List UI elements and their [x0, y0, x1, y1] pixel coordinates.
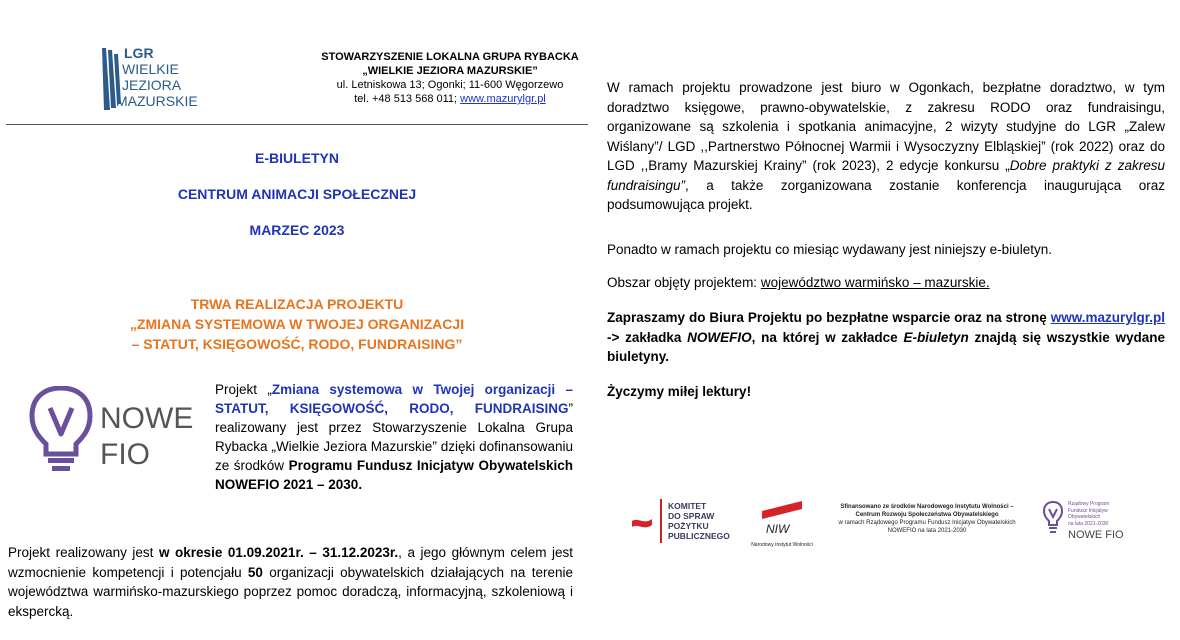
nowefio-small-line2: Fundusz Inicjatyw — [1068, 507, 1108, 514]
project-heading-1: TRWA REALIZACJA PROJEKTU — [190, 296, 404, 312]
org-name: STOWARZYSZENIE LOKALNA GRUPA RYBACKA — [321, 51, 579, 63]
realization-t5: organizacji obywatelskich działających na terenie województwa warmińsko-mazurskiego poprzez pomoc doradczą, informacyjną, szkoleniową i ekspercką. — [8, 564, 573, 619]
funding-line4: NOWEFIO na lata 2021-2030 — [887, 528, 967, 534]
org-phone: tel. +48 513 568 011; — [354, 93, 458, 105]
org-address: ul. Letniskowa 13; Ogonki; 11-600 Węgorzewo — [336, 79, 564, 91]
title-date: MARZEC 2023 — [249, 222, 345, 238]
right-para-2: Ponadto w ramach projektu co miesiąc wydawany jest niniejszy e-biuletyn. — [607, 242, 1052, 257]
project-heading-2: „ZMIANA SYSTEMOWA W TWOJEJ ORGANIZACJI — [129, 316, 465, 332]
project-desc-program: Programu Fundusz Inicjatyw Obywatelskich NOWEFIO 2021 – 2030. — [215, 458, 573, 492]
niw-subtitle: Narodowy Instytut Wolności — [751, 542, 813, 548]
footer-logos — [622, 495, 1142, 551]
komitet-line1: KOMITET — [668, 501, 707, 511]
logo-lgr-text: LGR — [124, 45, 154, 61]
org-name-quoted: „WIELKIE JEZIORA MAZURSKIE” — [362, 65, 538, 77]
right-para-3 — [607, 273, 1165, 293]
nowefio-small-line4: na lata 2021-2030 — [1068, 520, 1109, 527]
realization-count: 50 — [247, 564, 263, 580]
komitet-divider — [660, 499, 662, 543]
komitet-logo — [668, 501, 730, 541]
project-description — [215, 380, 573, 494]
project-desc-part1: Projekt „ — [215, 382, 272, 397]
flag-icon — [630, 513, 654, 533]
funding-line2: Centrum Rozwoju Społeczeństwa Obywatelskiego — [855, 512, 999, 518]
niw-logo — [760, 499, 804, 541]
nowefio-small-line1: Rządowy Program — [1068, 501, 1110, 507]
project-heading-3: – STATUT, KSIĘGOWOŚĆ, RODO, FUNDRAISING” — [131, 336, 463, 352]
lgr-logo — [96, 44, 216, 116]
nowefio-small-line3: Obywatelskich — [1068, 514, 1101, 520]
logo-line2: JEZIORA — [122, 77, 182, 93]
title-centrum: CENTRUM ANIMACJI SPOŁECZNEJ — [177, 186, 417, 202]
header-divider — [6, 124, 588, 125]
right-para4-a: Zapraszamy do Biura Projektu po bezpłatne wsparcie oraz na stronę — [607, 310, 1051, 325]
right-para4-f: znajdą się wszystkie wydane biuletyny. — [607, 329, 1166, 364]
right-para4-tab: NOWEFIO — [687, 329, 752, 345]
nowefio-small-text — [1068, 501, 1109, 527]
niw-text: NIW — [766, 522, 790, 536]
realization-paragraph — [8, 543, 573, 621]
funding-line1: Sfinansowano ze środków Narodowego Instytutu Wolności – — [840, 504, 1014, 510]
komitet-line3: POŻYTKU — [668, 521, 709, 531]
right-para1-a: W ramach projektu prowadzone jest biuro w Ogonkach, bezpłatne doradztwo, w tym doradztwo księgowe, prawno-obywatelskie, z zakresu RODO oraz fundraisingu, organizowane są szkolenia i spotkania animacyjne, 2 wizyty studyjne do LGR „Zalew Wiślany”/ LGD ,,Partnerstwo Północnej Warmii i Wysoczyzny Elbląskiej” (rok 2022) oraz do LGD ,,Bramy Mazurskiej Krainy” (rok 2023), 2 edycje konkursu „ — [607, 80, 1165, 173]
right-para-1 — [607, 78, 1165, 215]
nowefio-small-icon — [1042, 501, 1064, 535]
project-desc-title: Zmiana systemowa w Twojej organizacji – STATUT, KSIĘGOWOŚĆ, RODO, FUNDRAISING — [215, 382, 573, 416]
right-para-5: Życzymy miłej lektury! — [607, 384, 752, 399]
title-ebiuletyn: E-BIULETYN — [255, 150, 339, 166]
komitet-line4: PUBLICZNEGO — [668, 531, 730, 541]
right-para3-label: Obszar objęty projektem: — [607, 275, 761, 290]
realization-t1: Projekt realizowany jest — [8, 545, 159, 560]
logo-line3: MAZURSKIE — [116, 93, 198, 109]
right-para-4 — [607, 308, 1165, 367]
funding-line3: w ramach Rządowego Programu Fundusz Inicjatyw Obywatelskich — [838, 520, 1016, 526]
realization-period: w okresie 01.09.2021r. – 31.12.2023r. — [158, 545, 399, 560]
website-link[interactable]: www.mazurylgr.pl — [1050, 310, 1165, 325]
project-desc-part2: ” realizowany jest przez Stowarzyszenie Lokalna Grupa Rybacka „Wielkie Jeziora Mazurskie” dzięki dofinansowaniu ze środków — [215, 401, 573, 473]
nowefio-logo — [24, 386, 196, 478]
realization-t3: , a jego głównym celem jest wzmocnienie kompetencji i potencjału — [8, 545, 574, 580]
right-para4-ebiul: E-biuletyn — [903, 329, 969, 345]
nowefio-logo-line1: NOWE — [100, 402, 194, 435]
org-contact — [290, 92, 610, 106]
right-para1-contest: Dobre praktyki z zakresu fundraisingu” — [607, 158, 1165, 193]
right-para1-c: , a także zorganizowana zostanie konferencja inaugurująca oraz podsumowująca projekt. — [607, 177, 1165, 212]
right-para4-b: -> zakładka — [607, 329, 688, 345]
nowefio-logo-line2: FIO — [100, 438, 150, 471]
org-website-link[interactable]: www.mazurylgr.pl — [460, 93, 546, 105]
right-para4-d: , na której w zakładce — [751, 329, 904, 345]
funding-text — [827, 503, 1027, 535]
org-header — [290, 50, 610, 106]
logo-line1: WIELKIE — [122, 61, 179, 77]
nowefio-small-brand: NOWE FIO — [1068, 529, 1124, 541]
komitet-line2: DO SPRAW — [668, 511, 715, 521]
right-para3-area: województwo warmińsko – mazurskie. — [760, 275, 990, 290]
